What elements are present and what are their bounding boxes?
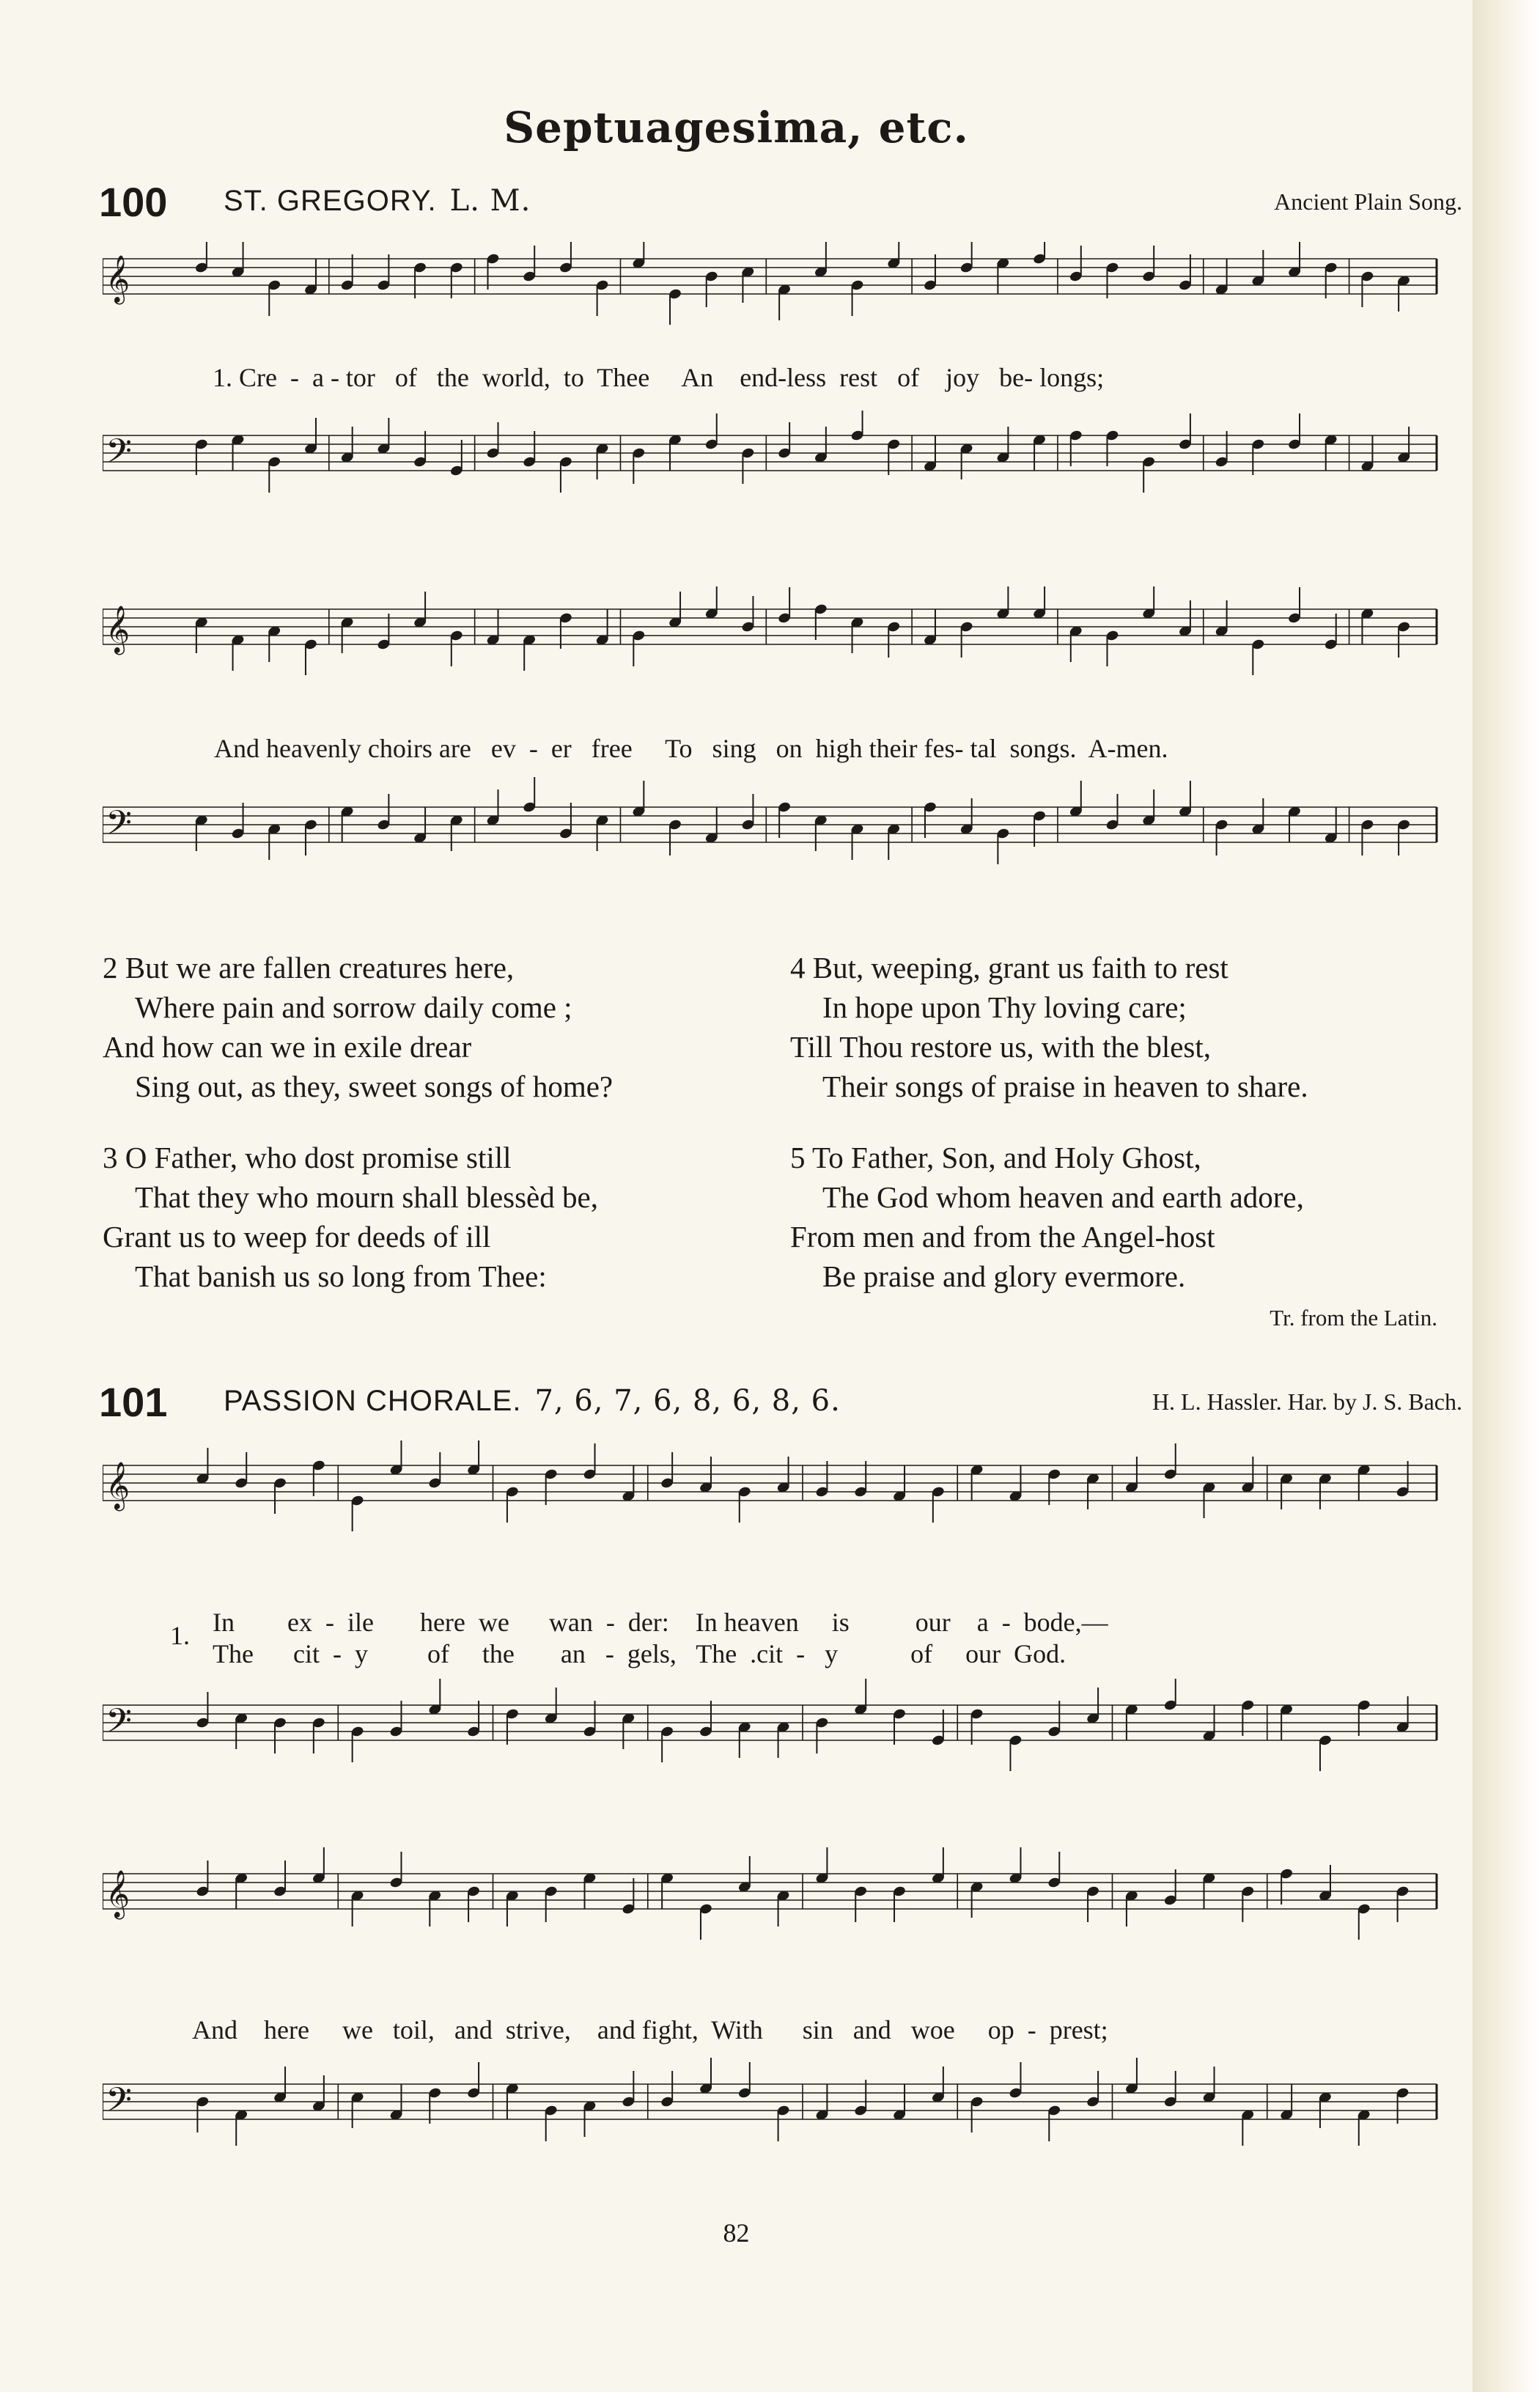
hymn-101-header [99,1378,1462,1429]
verse-number: 3 [103,1141,118,1174]
treble-staff-system-4 [103,1847,1481,1994]
verse-line: The God whom heaven and earth adore, [822,1180,1304,1214]
verse-line: O Father, who dost promise still [125,1141,512,1174]
verse-line: And how can we in exile drear [103,1030,472,1064]
hymn-number: 100 [99,179,168,225]
verse-line: That they who mourn shall blessèd be, [135,1180,598,1214]
svg-text:𝄢: 𝄢 [106,432,133,479]
verse-line: Sing out, as they, sweet songs of home? [135,1070,614,1103]
svg-text:𝄞: 𝄞 [106,606,130,653]
treble-staff-system-3 [103,1440,1481,1580]
tune-name: PASSION CHORALE. [224,1385,522,1417]
verse-line: In hope upon Thy loving care; [822,990,1187,1024]
verse-line: Grant us to weep for deeds of ill [103,1220,491,1254]
hymn-number: 101 [99,1379,168,1425]
hymn-tune-title [224,184,531,218]
hymn-meter: L. M. [449,184,531,218]
hymn-credit: H. L. Hassler. Har. by J. S. Bach. [1152,1388,1462,1415]
tune-name: ST. GREGORY. [224,185,437,217]
verse-number: 5 [790,1141,806,1174]
verse-number: 4 [790,951,806,985]
music-staff [103,1440,1481,1580]
lyric-line: And here we toil, and strive, and fight, With sin and woe op - prest; [192,2015,1108,2045]
bass-staff-system-4 [103,2056,1481,2210]
page-number: 82 [723,2218,750,2248]
verse-line: From men and from the Angel-host [790,1220,1215,1254]
svg-text:𝄞: 𝄞 [106,255,130,303]
svg-text:𝄢: 𝄢 [106,1701,133,1749]
music-staff [103,2056,1481,2210]
music-staff [103,411,1481,550]
music-staff [103,242,1481,337]
verse-line: But, weeping, grant us faith to rest [812,951,1228,985]
verse-line: Their songs of praise in heaven to share. [822,1070,1308,1103]
hymn-credit: Ancient Plain Song. [1274,188,1462,215]
verse-line: That banish us so long from Thee: [135,1259,547,1293]
verse-4 [790,948,1308,1106]
svg-text:𝄞: 𝄞 [106,1870,130,1918]
hymn-meter: 7, 6, 7, 6, 8, 6, 8, 6. [534,1384,841,1418]
svg-text:𝄞: 𝄞 [106,1462,130,1509]
lyric-line: The cit - y of the an - gels, The .cit - y of our God. [213,1639,1066,1668]
verse-5 [790,1138,1304,1296]
page-heading: Septuagesima, etc. [504,103,969,152]
treble-staff-system-2 [103,586,1481,711]
bass-staff-system-3 [103,1679,1481,1825]
verse-number: 2 [103,951,118,985]
verse-2 [103,948,613,1106]
verse-line: Where pain and sorrow daily come ; [135,990,572,1024]
verse-line: To Father, Son, and Holy Ghost, [812,1141,1201,1174]
verse-3 [103,1138,598,1296]
bass-staff-system-2 [103,777,1481,946]
music-staff [103,586,1481,711]
svg-text:𝄢: 𝄢 [106,803,133,851]
verse-line: Be praise and glory evermore. [822,1259,1186,1293]
music-staff [103,1679,1481,1825]
lyric-line: In ex - ile here we wan - der: In heaven is our a - bode,— [213,1608,1108,1637]
treble-staff-system-1 [103,242,1481,337]
verse-line: But we are fallen creatures here, [125,951,515,985]
bass-staff-system-1 [103,411,1481,550]
page-edge-shadow [1473,0,1540,2392]
music-staff [103,1847,1481,1994]
translator-credit: Tr. from the Latin. [1270,1305,1437,1331]
lyric-line: And heavenly choirs are ev - er free To sing on high their fes- tal songs. A-men. [214,734,1168,763]
svg-text:𝄢: 𝄢 [106,2080,133,2128]
lyric-line: 1. Cre - a - tor of the world, to Thee An end-less rest of joy be- longs; [213,363,1105,392]
verse-line: Till Thou restore us, with the blest, [790,1030,1211,1064]
hymn-100-header [99,178,1462,229]
music-staff [103,777,1481,946]
verse-marker: 1. [170,1621,190,1650]
hymn-tune-title [224,1384,841,1418]
